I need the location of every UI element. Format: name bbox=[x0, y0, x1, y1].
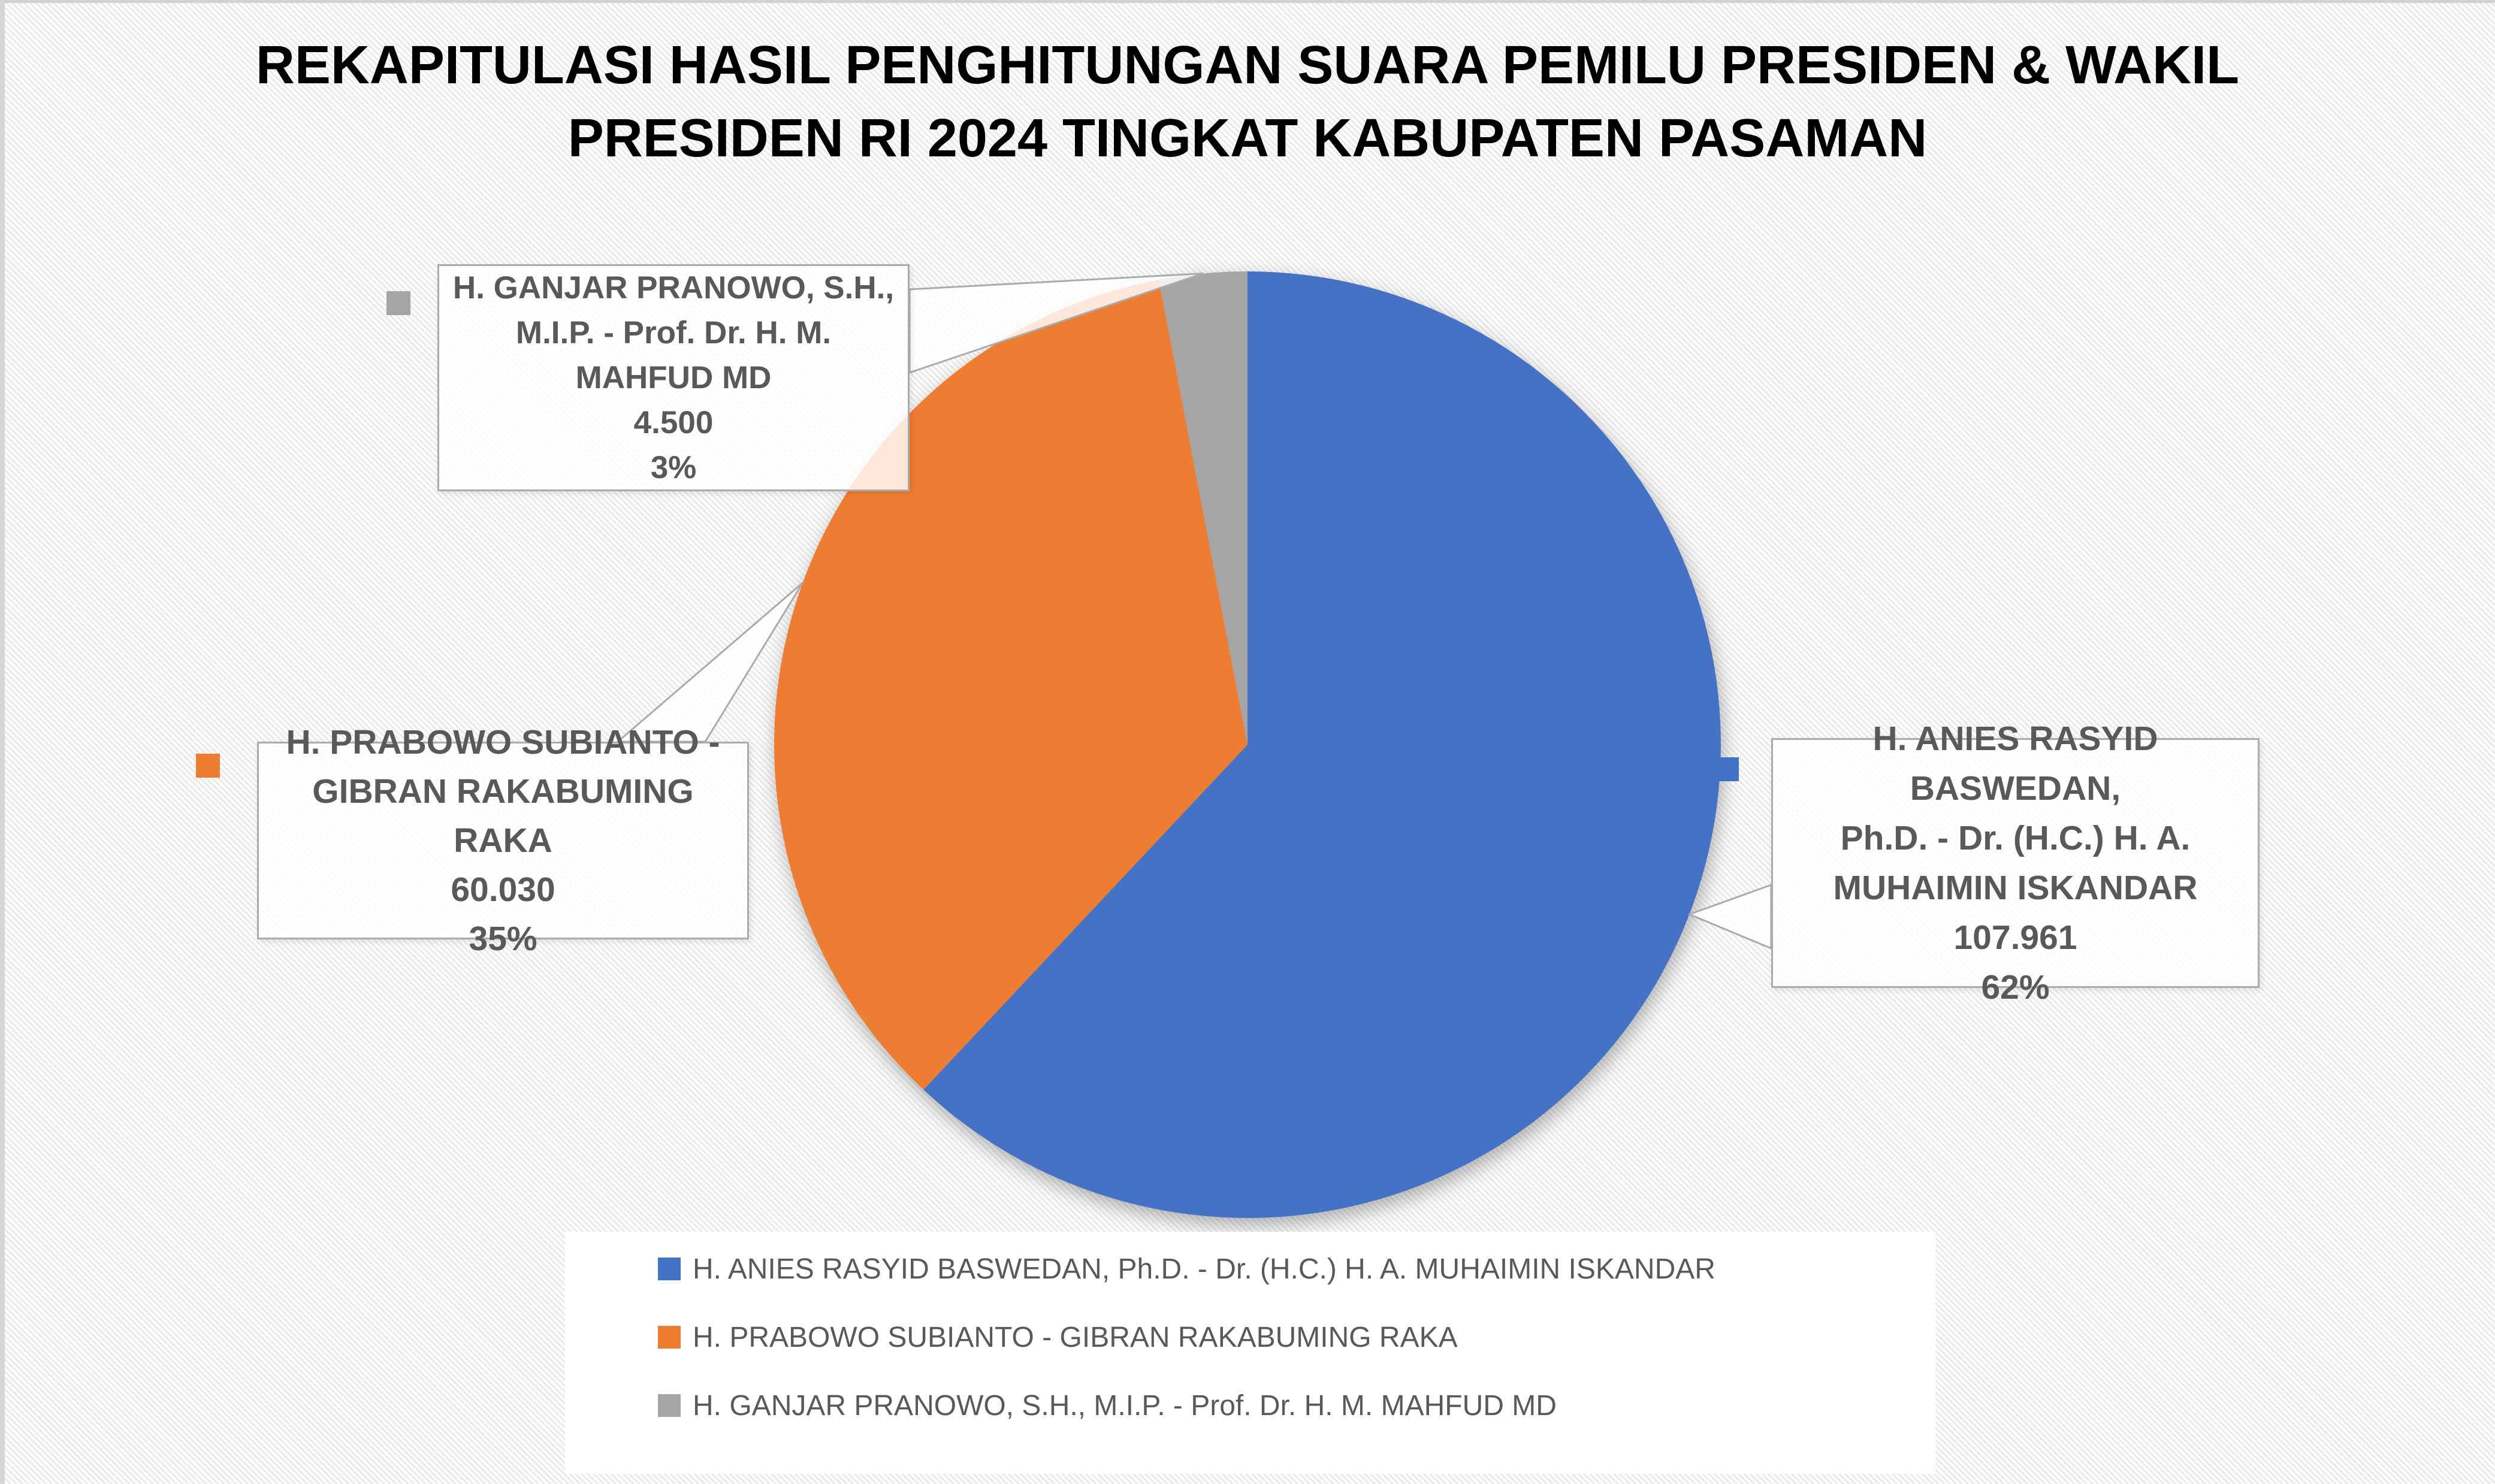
data-label-text: H. GANJAR PRANOWO, S.H., bbox=[452, 270, 895, 306]
legend bbox=[565, 1232, 1935, 1474]
chart-title-line-2: PRESIDEN RI 2024 TINGKAT KABUPATEN PASAMAN bbox=[567, 108, 1928, 168]
chart-title-line-1: REKAPITULASI HASIL PENGHITUNGAN SUARA PEMILU PRESIDEN & WAKIL bbox=[255, 35, 2240, 95]
ganjar-data-label-key bbox=[386, 291, 410, 315]
data-label-anies[interactable] bbox=[1771, 719, 2260, 1007]
data-label-percent: 62% bbox=[1981, 968, 2050, 1007]
data-label-text: GIBRAN RAKABUMING RAKA bbox=[312, 772, 694, 860]
data-label-value: 107.961 bbox=[1953, 918, 2077, 957]
data-label-ganjar[interactable] bbox=[437, 264, 910, 491]
data-label-text: MAHFUD MD bbox=[575, 360, 772, 395]
data-label-text: M.I.P. - Prof. Dr. H. M. bbox=[515, 315, 832, 350]
legend-swatch-orange bbox=[658, 1326, 681, 1349]
legend-item-anies[interactable] bbox=[658, 1253, 1935, 1284]
data-label-percent: 35% bbox=[469, 920, 537, 958]
data-label-value: 4.500 bbox=[633, 405, 714, 440]
data-label-text: MUHAIMIN ISKANDAR bbox=[1833, 868, 2198, 907]
data-label-text: H. ANIES RASYID BASWEDAN, bbox=[1872, 719, 2158, 808]
legend-swatch-gray bbox=[658, 1394, 681, 1417]
legend-label: H. PRABOWO SUBIANTO - GIBRAN RAKABUMING RAKA bbox=[693, 1321, 1458, 1353]
data-label-percent: 3% bbox=[650, 450, 697, 485]
data-label-text: H. PRABOWO SUBIANTO - bbox=[286, 723, 720, 761]
data-label-value: 60.030 bbox=[451, 871, 555, 909]
legend-swatch-blue bbox=[658, 1258, 681, 1280]
legend-item-prabowo[interactable] bbox=[658, 1322, 1935, 1353]
data-label-text: Ph.D. - Dr. (H.C.) H. A. bbox=[1840, 818, 2191, 857]
legend-label: H. ANIES RASYID BASWEDAN, Ph.D. - Dr. (H.C.) H. A. MUHAIMIN ISKANDAR bbox=[693, 1253, 1715, 1285]
prabowo-data-label-key bbox=[196, 754, 220, 778]
anies-data-label-key bbox=[1715, 757, 1739, 781]
data-label-prabowo[interactable] bbox=[257, 723, 749, 958]
leader-anies bbox=[1690, 885, 1772, 948]
legend-item-ganjar[interactable] bbox=[658, 1390, 1935, 1421]
legend-label: H. GANJAR PRANOWO, S.H., M.I.P. - Prof. Dr. H. M. MAHFUD MD bbox=[693, 1389, 1557, 1422]
